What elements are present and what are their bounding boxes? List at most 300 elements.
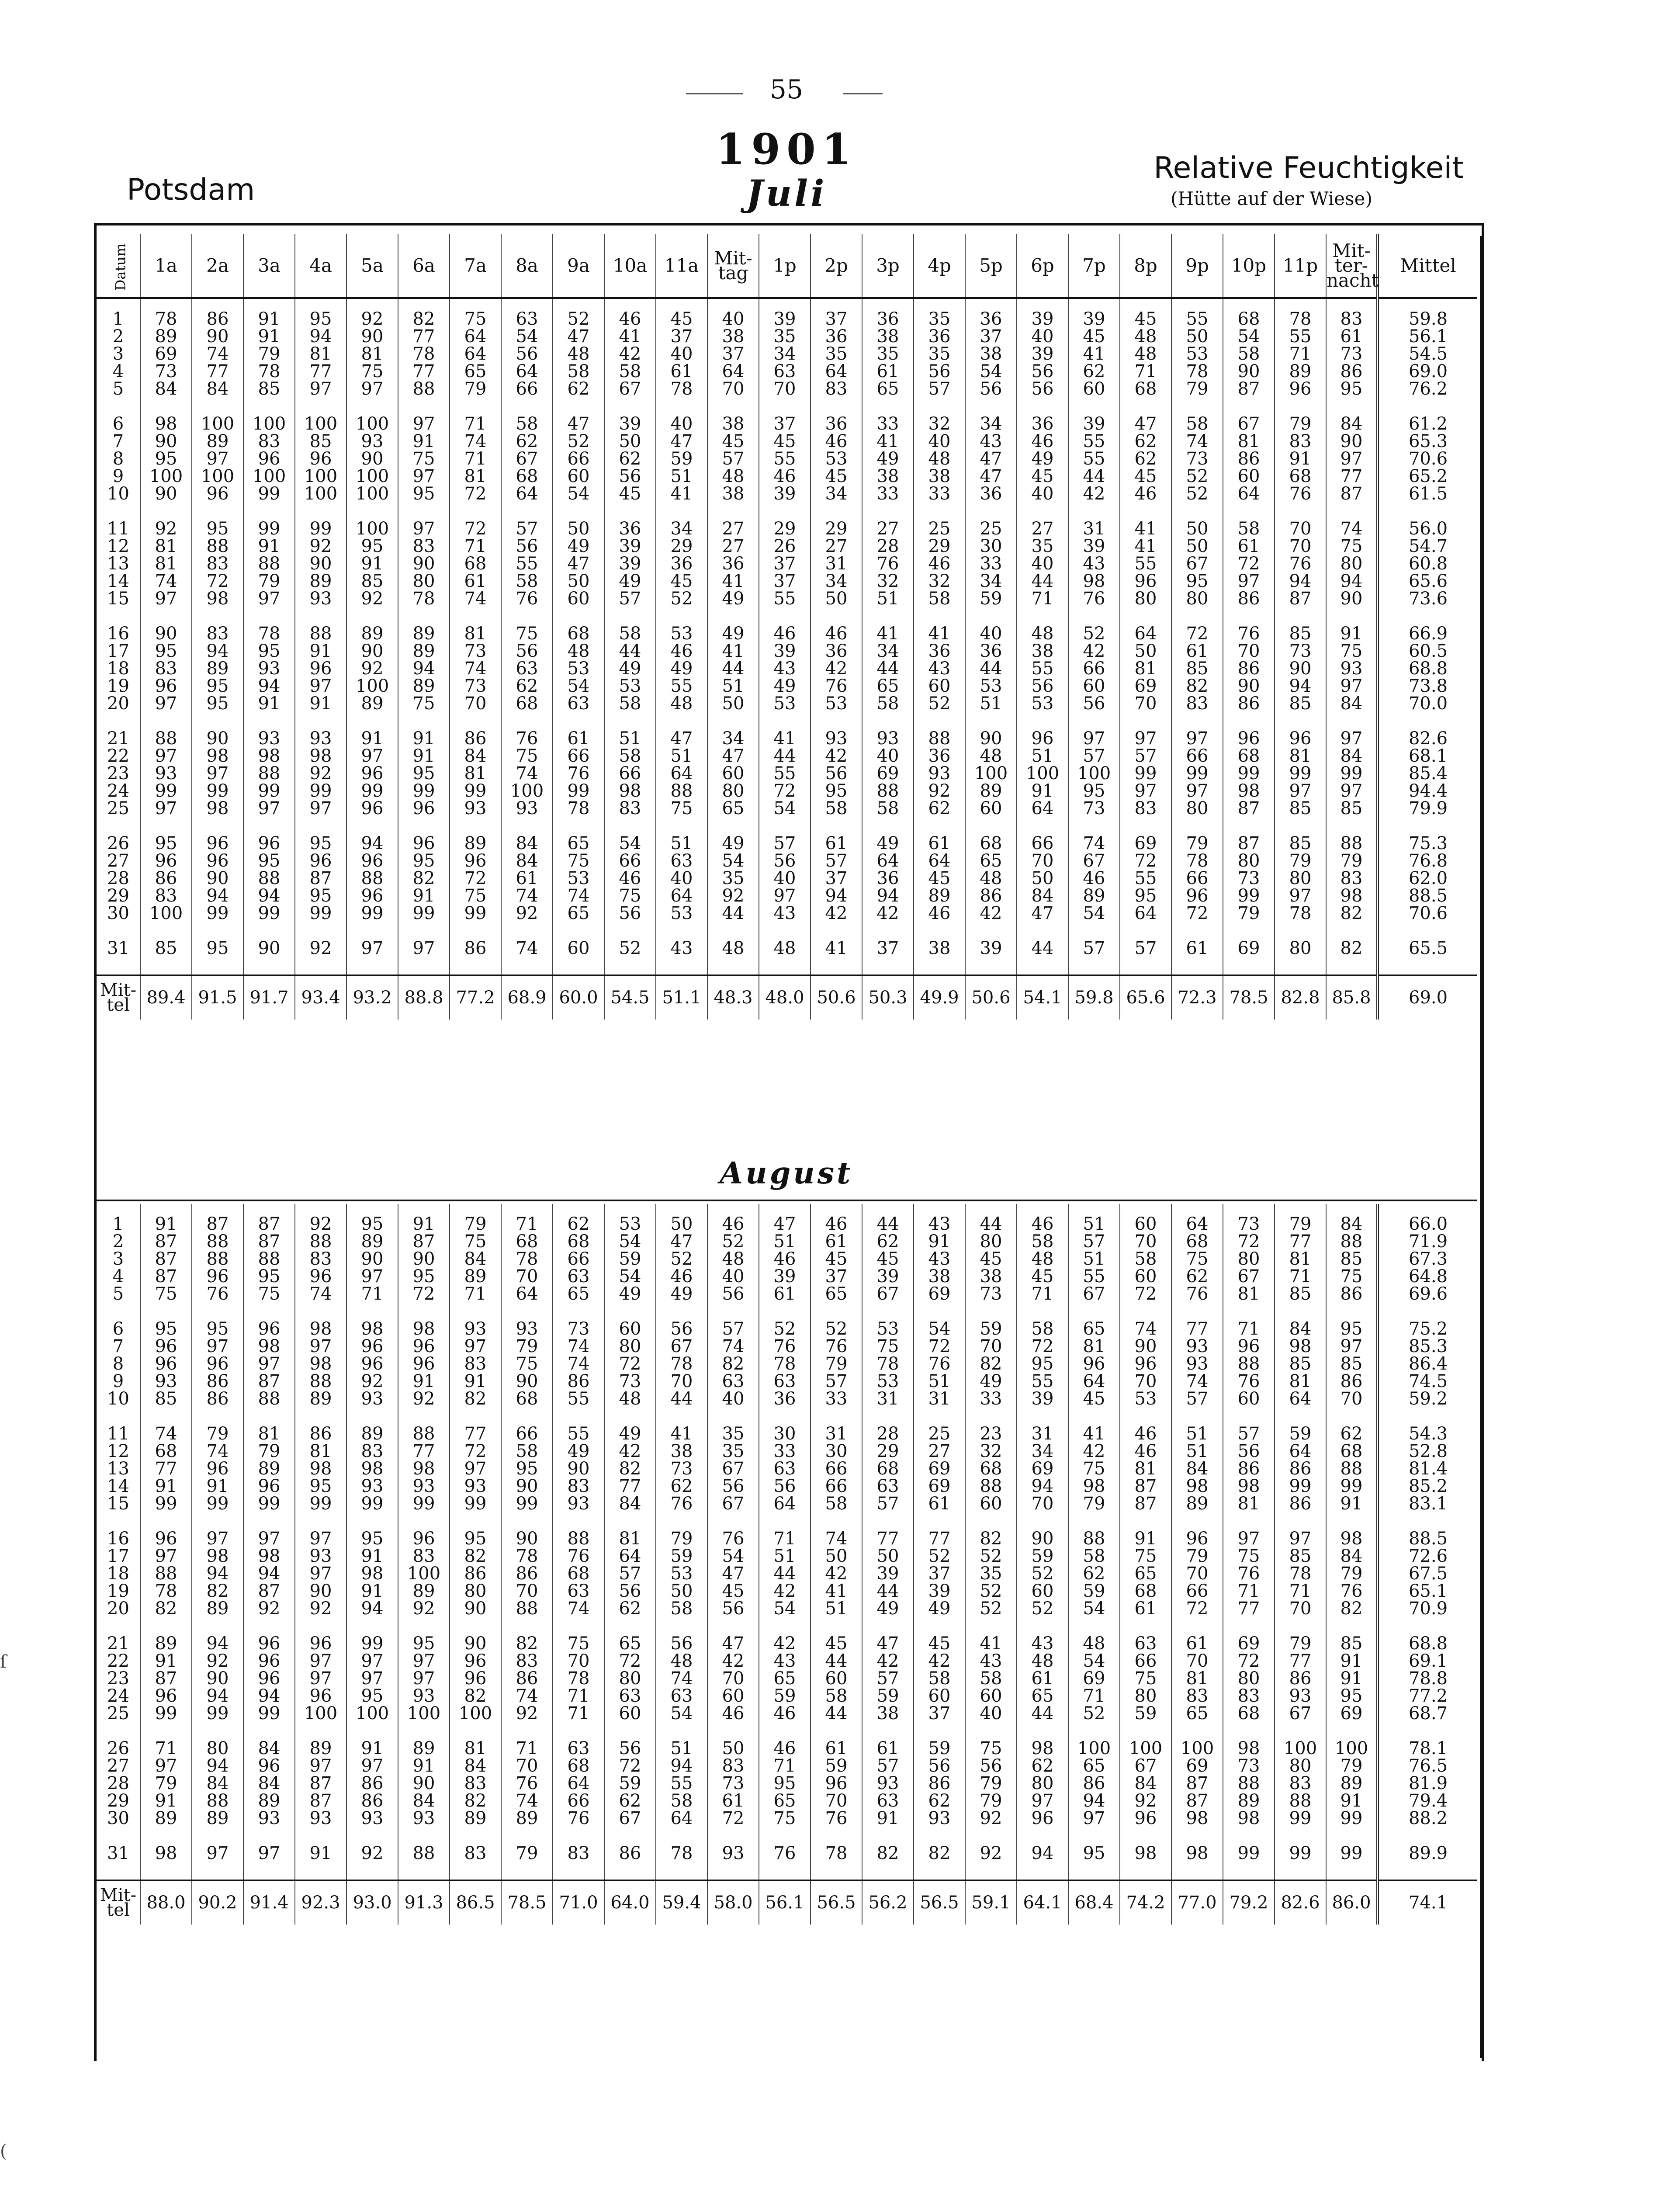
gap-cell — [1378, 712, 1477, 730]
gap-cell — [1378, 503, 1477, 520]
humidity-cell: 96 — [295, 660, 346, 677]
humidity-cell: 91 — [140, 1477, 192, 1495]
day-cell: 20 — [107, 694, 129, 714]
humidity-cell: 87 — [243, 1233, 295, 1250]
humidity-cell: 63 — [759, 1460, 811, 1477]
gap-cell — [1068, 957, 1120, 975]
gap-cell — [243, 1827, 295, 1845]
humidity-cell: 61 — [811, 835, 862, 852]
humidity-cell: 96 — [346, 852, 398, 870]
gap-cell — [1378, 607, 1477, 625]
humidity-cell: 62 — [553, 380, 604, 398]
gap-cell — [1378, 1303, 1477, 1320]
humidity-cell: 84 — [1275, 1320, 1326, 1338]
day-cell: 25 — [107, 1703, 129, 1724]
humidity-cell: 31 — [862, 1390, 914, 1408]
gap-cell — [1223, 398, 1275, 415]
humidity-cell: 56 — [656, 1635, 707, 1652]
humidity-cell: 34 — [707, 730, 759, 747]
overall-mean-cell: 69.0 — [1378, 975, 1477, 1020]
humidity-cell: 73 — [707, 1775, 759, 1792]
humidity-cell: 68 — [553, 1757, 604, 1775]
humidity-cell: 90 — [450, 1600, 501, 1617]
humidity-cell: 89 — [192, 1810, 243, 1827]
humidity-cell: 88 — [243, 765, 295, 782]
humidity-cell: 91 — [398, 1757, 450, 1775]
humidity-cell: 70 — [501, 1268, 553, 1285]
gap-cell — [243, 1512, 295, 1530]
humidity-cell: 55 — [1275, 328, 1326, 345]
humidity-cell: 40 — [1017, 328, 1068, 345]
gap-cell — [1378, 957, 1477, 975]
gap-cell — [1120, 1722, 1171, 1740]
humidity-cell: 40 — [707, 310, 759, 328]
humidity-cell: 57 — [1120, 747, 1171, 765]
humidity-cell: 95 — [140, 835, 192, 852]
gap-cell — [811, 1722, 862, 1740]
humidity-cell: 96 — [346, 887, 398, 905]
humidity-cell: 94 — [346, 1600, 398, 1617]
gap-cell — [759, 1827, 811, 1845]
daily-mean-cell: 75.2 — [1378, 1320, 1477, 1338]
humidity-cell: 47 — [656, 433, 707, 450]
humidity-cell: 99 — [192, 782, 243, 800]
humidity-cell: 27 — [707, 538, 759, 555]
humidity-cell: 73 — [1275, 642, 1326, 660]
gap-cell — [811, 1512, 862, 1530]
humidity-cell: 46 — [811, 433, 862, 450]
humidity-cell: 96 — [295, 1687, 346, 1705]
humidity-cell: 100 — [295, 485, 346, 503]
humidity-cell: 50 — [604, 433, 656, 450]
gap-cell — [914, 607, 965, 625]
hour-mean-cell: 92.3 — [295, 1880, 346, 1925]
humidity-cell: 70 — [1120, 1373, 1171, 1390]
humidity-cell: 45 — [656, 572, 707, 590]
humidity-cell: 50 — [553, 520, 604, 538]
humidity-cell: 96 — [1120, 572, 1171, 590]
humidity-cell: 55 — [1017, 660, 1068, 677]
humidity-cell: 31 — [1068, 520, 1120, 538]
spacer-cell — [295, 298, 346, 310]
gap-cell — [243, 607, 295, 625]
humidity-cell: 100 — [1275, 1740, 1326, 1757]
humidity-cell: 84 — [501, 852, 553, 870]
humidity-cell: 54 — [759, 1600, 811, 1617]
humidity-cell: 40 — [656, 345, 707, 363]
humidity-cell: 56 — [501, 642, 553, 660]
humidity-cell: 36 — [965, 642, 1017, 660]
hour-mean-cell: 58.0 — [707, 1880, 759, 1925]
humidity-cell: 79 — [1171, 835, 1223, 852]
humidity-cell: 27 — [862, 520, 914, 538]
humidity-cell: 82 — [862, 1845, 914, 1862]
humidity-cell: 46 — [604, 870, 656, 887]
gap-cell — [1326, 817, 1378, 835]
hour-mean-cell: 72.3 — [1171, 975, 1223, 1020]
day-cell: 20 — [107, 1599, 129, 1619]
humidity-cell: 43 — [914, 660, 965, 677]
humidity-cell: 58 — [862, 695, 914, 712]
humidity-cell: 39 — [1068, 310, 1120, 328]
humidity-cell: 96 — [140, 852, 192, 870]
humidity-cell: 97 — [450, 1460, 501, 1477]
humidity-cell: 94 — [1017, 1845, 1068, 1862]
gap-cell — [501, 817, 553, 835]
humidity-cell: 42 — [604, 345, 656, 363]
humidity-cell: 40 — [965, 625, 1017, 642]
gap-cell — [707, 922, 759, 940]
humidity-cell: 96 — [346, 1338, 398, 1355]
humidity-cell: 33 — [914, 485, 965, 503]
spacer-row — [97, 298, 1477, 310]
humidity-cell: 93 — [295, 590, 346, 607]
hour-mean-cell: 74.2 — [1120, 1880, 1171, 1925]
humidity-cell: 35 — [707, 870, 759, 887]
humidity-cell: 90 — [346, 1250, 398, 1268]
humidity-cell: 74 — [501, 940, 553, 957]
humidity-cell: 87 — [140, 1250, 192, 1268]
humidity-cell: 53 — [1171, 345, 1223, 363]
gap-cell — [398, 398, 450, 415]
humidity-cell: 45 — [811, 468, 862, 485]
humidity-cell: 93 — [501, 1320, 553, 1338]
gap-cell — [604, 398, 656, 415]
humidity-cell: 27 — [811, 538, 862, 555]
table-row — [97, 345, 1477, 363]
gap-cell — [862, 1862, 914, 1880]
daily-mean-cell: 65.5 — [1378, 940, 1477, 957]
humidity-cell: 95 — [759, 1775, 811, 1792]
humidity-cell: 100 — [295, 1705, 346, 1722]
table-row — [97, 940, 1477, 957]
humidity-cell: 75 — [553, 1635, 604, 1652]
humidity-cell: 87 — [1223, 380, 1275, 398]
humidity-cell: 59 — [656, 450, 707, 468]
humidity-cell: 71 — [1275, 1582, 1326, 1600]
humidity-cell: 47 — [707, 1565, 759, 1582]
gap-cell — [97, 817, 140, 835]
humidity-cell: 59 — [1120, 1705, 1171, 1722]
humidity-cell: 88 — [553, 1530, 604, 1547]
humidity-cell: 43 — [914, 1250, 965, 1268]
humidity-cell: 92 — [501, 905, 553, 922]
day-cell: 13 — [107, 1459, 129, 1479]
table-row — [97, 905, 1477, 922]
header-hour: 7a — [450, 234, 501, 298]
humidity-cell: 75 — [398, 450, 450, 468]
humidity-cell: 62 — [553, 1215, 604, 1233]
humidity-cell: 36 — [811, 642, 862, 660]
humidity-cell: 92 — [398, 1390, 450, 1408]
humidity-cell: 84 — [1171, 1460, 1223, 1477]
humidity-cell: 96 — [398, 1530, 450, 1547]
humidity-cell: 49 — [604, 660, 656, 677]
humidity-cell: 85 — [243, 380, 295, 398]
humidity-cell: 97 — [346, 1268, 398, 1285]
humidity-cell: 73 — [656, 1460, 707, 1477]
humidity-cell: 80 — [604, 1670, 656, 1687]
day-cell: 22 — [107, 1651, 129, 1671]
humidity-cell: 98 — [243, 1547, 295, 1565]
humidity-cell: 41 — [1068, 1425, 1120, 1443]
gap-cell — [192, 1862, 243, 1880]
humidity-cell: 47 — [707, 1635, 759, 1652]
gap-cell — [759, 1408, 811, 1425]
humidity-cell: 34 — [656, 520, 707, 538]
humidity-cell: 87 — [1120, 1495, 1171, 1512]
month-heading-july: Juli — [746, 173, 827, 215]
gap-cell — [346, 1827, 398, 1845]
humidity-cell: 93 — [707, 1845, 759, 1862]
humidity-cell: 99 — [1275, 1845, 1326, 1862]
humidity-cell: 79 — [243, 345, 295, 363]
humidity-cell: 39 — [965, 940, 1017, 957]
humidity-cell: 67 — [707, 1460, 759, 1477]
humidity-cell: 59 — [965, 590, 1017, 607]
humidity-cell: 87 — [140, 1233, 192, 1250]
humidity-cell: 90 — [450, 1635, 501, 1652]
humidity-cell: 54 — [604, 1268, 656, 1285]
hour-mean-cell: 88.8 — [398, 975, 450, 1020]
humidity-cell: 89 — [1326, 1775, 1378, 1792]
humidity-cell: 36 — [862, 870, 914, 887]
humidity-cell: 99 — [140, 1705, 192, 1722]
day-cell: 27 — [107, 1756, 129, 1776]
humidity-cell: 72 — [604, 1652, 656, 1670]
humidity-cell: 96 — [398, 1355, 450, 1373]
humidity-cell: 30 — [965, 538, 1017, 555]
humidity-cell: 70 — [759, 380, 811, 398]
humidity-cell: 83 — [1171, 695, 1223, 712]
gap-cell — [1223, 957, 1275, 975]
humidity-cell: 95 — [346, 1687, 398, 1705]
hour-mean-cell: 89.4 — [140, 975, 192, 1020]
humidity-cell: 51 — [656, 468, 707, 485]
humidity-cell: 88 — [243, 1250, 295, 1268]
humidity-cell: 64 — [1068, 1373, 1120, 1390]
humidity-cell: 97 — [398, 520, 450, 538]
mean-row-label: Mit-tel — [97, 1880, 140, 1925]
humidity-cell: 54 — [1223, 328, 1275, 345]
humidity-cell: 93 — [346, 1390, 398, 1408]
humidity-cell: 41 — [862, 433, 914, 450]
gap-cell — [965, 1722, 1017, 1740]
humidity-cell: 75 — [450, 310, 501, 328]
humidity-cell: 61 — [1171, 642, 1223, 660]
gap-cell — [97, 607, 140, 625]
humidity-cell: 81 — [243, 1425, 295, 1443]
gap-cell — [1223, 1722, 1275, 1740]
humidity-cell: 49 — [656, 660, 707, 677]
humidity-cell: 43 — [759, 905, 811, 922]
humidity-cell: 64 — [914, 852, 965, 870]
humidity-cell: 98 — [1171, 1810, 1223, 1827]
humidity-cell: 48 — [707, 1250, 759, 1268]
humidity-cell: 93 — [140, 1373, 192, 1390]
header-hour: 3a — [243, 234, 295, 298]
gap-cell — [1223, 712, 1275, 730]
humidity-cell: 78 — [553, 800, 604, 817]
table-row — [97, 1233, 1477, 1250]
humidity-cell: 78 — [1275, 1565, 1326, 1582]
humidity-cell: 62 — [501, 433, 553, 450]
humidity-cell: 68 — [862, 1460, 914, 1477]
humidity-cell: 40 — [656, 870, 707, 887]
humidity-cell: 57 — [811, 852, 862, 870]
humidity-cell: 49 — [759, 677, 811, 695]
humidity-cell: 91 — [140, 1652, 192, 1670]
humidity-cell: 72 — [398, 1285, 450, 1303]
humidity-cell: 75 — [553, 852, 604, 870]
gap-cell — [656, 1303, 707, 1320]
overall-mean-cell: 74.1 — [1378, 1880, 1477, 1925]
gap-cell — [1378, 1722, 1477, 1740]
humidity-cell: 64 — [656, 887, 707, 905]
gap-cell — [1171, 503, 1223, 520]
humidity-cell: 32 — [914, 572, 965, 590]
humidity-cell: 94 — [192, 1565, 243, 1582]
humidity-cell: 44 — [1017, 572, 1068, 590]
humidity-cell: 53 — [811, 450, 862, 468]
gap-cell — [1223, 503, 1275, 520]
humidity-cell: 100 — [1171, 1740, 1223, 1757]
humidity-cell: 53 — [553, 660, 604, 677]
humidity-cell: 91 — [295, 695, 346, 712]
humidity-cell: 94 — [346, 835, 398, 852]
humidity-cell: 99 — [243, 1705, 295, 1722]
humidity-cell: 91 — [862, 1810, 914, 1827]
humidity-cell: 48 — [1120, 345, 1171, 363]
humidity-cell: 87 — [295, 1792, 346, 1810]
day-cell: 11 — [107, 1424, 129, 1444]
humidity-cell: 92 — [192, 1652, 243, 1670]
table-row — [97, 835, 1477, 852]
gap-cell — [1120, 607, 1171, 625]
humidity-cell: 68 — [501, 1233, 553, 1250]
humidity-cell: 56 — [707, 1600, 759, 1617]
gap-cell — [862, 398, 914, 415]
humidity-cell: 90 — [501, 1477, 553, 1495]
humidity-cell: 82 — [1326, 940, 1378, 957]
humidity-cell: 82 — [707, 1355, 759, 1373]
humidity-cell: 45 — [1068, 1390, 1120, 1408]
daily-mean-cell: 76.2 — [1378, 380, 1477, 398]
humidity-cell: 80 — [1223, 852, 1275, 870]
humidity-cell: 85 — [1275, 800, 1326, 817]
humidity-cell: 40 — [965, 1705, 1017, 1722]
gap-cell — [398, 817, 450, 835]
gap-cell — [192, 607, 243, 625]
humidity-cell: 91 — [1326, 625, 1378, 642]
gap-cell — [1068, 607, 1120, 625]
gap-cell — [1223, 1512, 1275, 1530]
gap-cell — [1275, 398, 1326, 415]
gap-cell — [553, 503, 604, 520]
humidity-cell: 89 — [450, 1268, 501, 1285]
table-row — [97, 590, 1477, 607]
humidity-cell: 95 — [501, 1460, 553, 1477]
humidity-cell: 86 — [501, 1565, 553, 1582]
table-row — [97, 747, 1477, 765]
humidity-cell: 90 — [346, 328, 398, 345]
gap-cell — [914, 1827, 965, 1845]
humidity-cell: 80 — [1326, 555, 1378, 572]
humidity-cell: 60 — [604, 1705, 656, 1722]
humidity-cell: 74 — [1326, 520, 1378, 538]
humidity-cell: 89 — [192, 660, 243, 677]
gap-cell — [1275, 1303, 1326, 1320]
humidity-cell: 97 — [192, 1530, 243, 1547]
humidity-cell: 97 — [243, 1355, 295, 1373]
gap-cell — [759, 957, 811, 975]
day-cell: 14 — [107, 571, 129, 591]
humidity-cell: 95 — [1017, 1355, 1068, 1373]
humidity-cell: 100 — [243, 468, 295, 485]
daily-mean-cell: 69.0 — [1378, 363, 1477, 380]
humidity-cell: 70 — [1171, 1652, 1223, 1670]
humidity-cell: 36 — [914, 328, 965, 345]
day-cell: 8 — [112, 449, 124, 469]
table-row — [97, 625, 1477, 642]
humidity-cell: 83 — [553, 1477, 604, 1495]
humidity-cell: 94 — [192, 642, 243, 660]
table-row — [97, 1792, 1477, 1810]
header-hour: 2p — [811, 234, 862, 298]
humidity-cell: 39 — [914, 1582, 965, 1600]
humidity-cell: 67 — [1068, 852, 1120, 870]
gap-cell — [243, 1722, 295, 1740]
humidity-cell: 59 — [1017, 1547, 1068, 1565]
gap-cell — [1017, 1303, 1068, 1320]
humidity-cell: 48 — [1120, 328, 1171, 345]
gap-cell — [1120, 1617, 1171, 1635]
gap-cell — [1068, 1862, 1120, 1880]
humidity-cell: 35 — [914, 345, 965, 363]
day-cell: 29 — [107, 1791, 129, 1811]
humidity-cell: 74 — [140, 1425, 192, 1443]
gap-cell — [1120, 922, 1171, 940]
gap-cell — [1017, 1722, 1068, 1740]
daily-mean-cell: 61.5 — [1378, 485, 1477, 503]
day-cell: 28 — [107, 1773, 129, 1793]
day-cell: 2 — [112, 326, 124, 347]
humidity-cell: 48 — [553, 642, 604, 660]
humidity-cell: 54 — [604, 835, 656, 852]
humidity-cell: 38 — [965, 1268, 1017, 1285]
humidity-cell: 37 — [965, 328, 1017, 345]
humidity-cell: 81 — [295, 1443, 346, 1460]
table-row — [97, 765, 1477, 782]
hour-mean-cell: 54.1 — [1017, 975, 1068, 1020]
daily-mean-cell: 52.8 — [1378, 1443, 1477, 1460]
humidity-cell: 88 — [192, 1792, 243, 1810]
humidity-cell: 50 — [1017, 870, 1068, 887]
humidity-cell: 100 — [501, 782, 553, 800]
humidity-cell: 87 — [1223, 835, 1275, 852]
humidity-cell: 52 — [656, 590, 707, 607]
spacer-cell — [759, 298, 811, 310]
daily-mean-cell: 67.3 — [1378, 1250, 1477, 1268]
humidity-cell: 79 — [1171, 1547, 1223, 1565]
humidity-cell: 64 — [604, 1547, 656, 1565]
humidity-cell: 51 — [656, 747, 707, 765]
humidity-cell: 83 — [192, 625, 243, 642]
humidity-cell: 95 — [1068, 782, 1120, 800]
humidity-cell: 68 — [1171, 1233, 1223, 1250]
humidity-cell: 75 — [1120, 1547, 1171, 1565]
humidity-cell: 55 — [1017, 1373, 1068, 1390]
